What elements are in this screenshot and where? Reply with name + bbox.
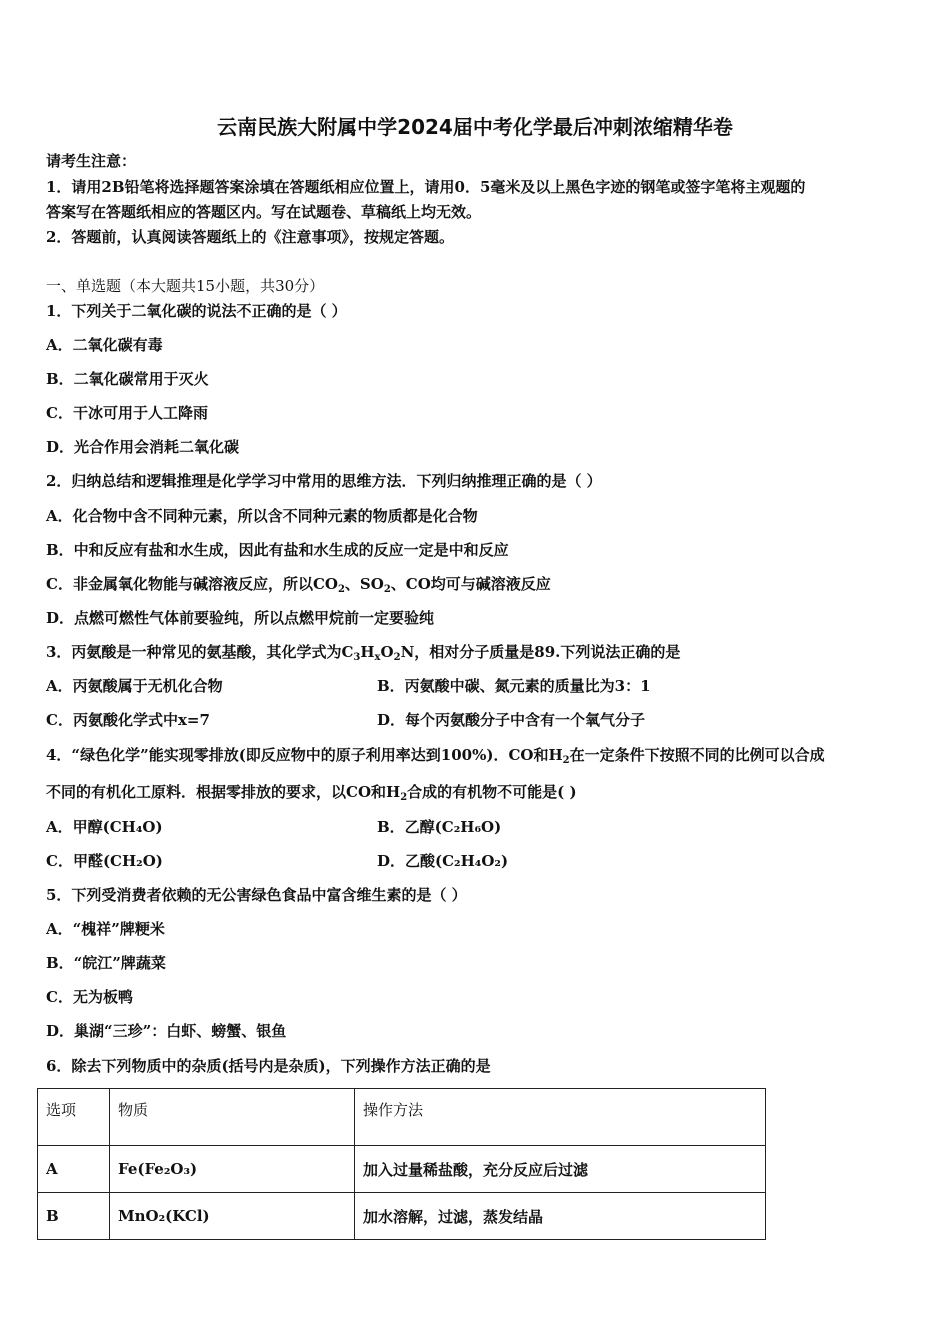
q1-option-a: A．二氧化碳有毒: [46, 336, 163, 354]
table-row: [38, 1193, 766, 1240]
q4-option-c: C．甲醛(CH₂O): [46, 852, 163, 870]
page-title: 云南民族大附属中学2024届中考化学最后冲刺浓缩精华卷: [217, 115, 733, 139]
q4-option-a: A．甲醇(CH₄O): [46, 818, 163, 836]
q6-stem: 6．除去下列物质中的杂质(括号内是杂质)，下列操作方法正确的是: [46, 1057, 491, 1075]
q2-option-b: B．中和反应有盐和水生成，因此有盐和水生成的反应一定是中和反应: [46, 541, 509, 559]
notice-item-2: 2．答题前，认真阅读答题纸上的《注意事项》，按规定答题。: [46, 228, 454, 246]
q2-stem: 2．归纳总结和逻辑推理是化学学习中常用的思维方法．下列归纳推理正确的是（ ）: [46, 472, 602, 490]
q4-stem-line1: 4．“绿色化学”能实现零排放(即反应物中的原子利用率达到100%)．CO和$H_2$在一定条件下按照不同的比例可以合成: [46, 746, 825, 766]
q3-stem: 3．丙氨酸是一种常见的氨基酸，其化学式为$C_3H_xO_2N$，相对分子质量是89.下列说法正确的是: [46, 643, 681, 663]
section-heading: 一、单选题（本大题共15小题，共30分）: [46, 277, 325, 295]
q1-option-c: C．干冰可用于人工降雨: [46, 404, 208, 422]
row-substance: MnO₂(KCl): [110, 1193, 355, 1240]
q5-option-a: A．“槐祥”牌粳米: [46, 920, 165, 938]
header-option: 选项: [38, 1089, 110, 1146]
q5-option-c: C．无为板鸭: [46, 988, 133, 1006]
q5-option-d: D．巢湖“三珍”：白虾、螃蟹、银鱼: [46, 1022, 287, 1040]
table-row: [38, 1146, 766, 1193]
q1-stem: 1．下列关于二氧化碳的说法不正确的是（ ）: [46, 302, 347, 320]
header-substance: 物质: [110, 1089, 355, 1146]
q1-option-d: D．光合作用会消耗二氧化碳: [46, 438, 240, 456]
q4-option-b: B．乙醇(C₂H₆O): [377, 818, 502, 836]
row-option: A: [38, 1146, 110, 1193]
q3-option-d: D．每个丙氨酸分子中含有一个氧气分子: [377, 711, 646, 729]
notice-item-1a: 1．请用2B铅笔将选择题答案涂填在答题纸相应位置上，请用0．5毫米及以上黑色字迹的钢笔或签字笔将主观题的: [46, 178, 806, 196]
header-method: 操作方法: [355, 1089, 766, 1146]
q4-option-d: D．乙酸(C₂H₄O₂): [377, 852, 509, 870]
notice-heading: 请考生注意：: [46, 152, 137, 170]
table-header-row: [38, 1089, 766, 1146]
row-option: B: [38, 1193, 110, 1240]
q3-option-b: B．丙氨酸中碳、氮元素的质量比为3：1: [377, 677, 651, 695]
q3-option-a: A．丙氨酸属于无机化合物: [46, 677, 223, 695]
q5-option-b: B．“皖江”牌蔬菜: [46, 954, 166, 972]
q4-stem-line2: 不同的有机化工原料．根据零排放的要求，以CO和$H_2$合成的有机物不可能是( ): [46, 783, 577, 803]
q3-option-c: C．丙氨酸化学式中x=7: [46, 711, 210, 729]
row-method: 加水溶解，过滤，蒸发结晶: [355, 1193, 766, 1240]
q1-option-b: B．二氧化碳常用于灭火: [46, 370, 209, 388]
q6-table: [37, 1088, 766, 1240]
notice-item-1b: 答案写在答题纸相应的答题区内。写在试题卷、草稿纸上均无效。: [46, 203, 482, 221]
row-substance: Fe(Fe₂O₃): [110, 1146, 355, 1193]
q5-stem: 5．下列受消费者依赖的无公害绿色食品中富含维生素的是（ ）: [46, 886, 467, 904]
row-method: 加入过量稀盐酸，充分反应后过滤: [355, 1146, 766, 1193]
q2-option-a: A．化合物中含不同种元素，所以含不同种元素的物质都是化合物: [46, 507, 478, 525]
q2-option-d: D．点燃可燃性气体前要验纯，所以点燃甲烷前一定要验纯: [46, 609, 435, 627]
q2-option-c: C．非金属氧化物能与碱溶液反应，所以$CO_2$、$SO_2$、CO均可与碱溶液反应: [46, 575, 551, 595]
